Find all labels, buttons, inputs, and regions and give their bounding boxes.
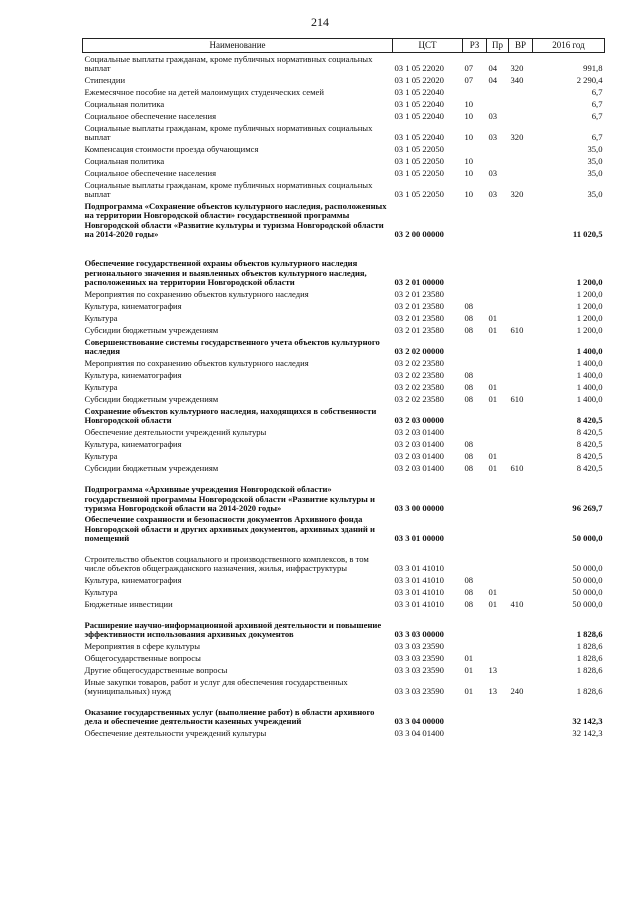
cell-rz: 08: [464, 313, 474, 324]
cell-rz: [463, 727, 487, 739]
cell-pr: 13: [488, 686, 498, 697]
table-header: [83, 39, 605, 53]
table-row: [83, 369, 605, 381]
cell-name: Бюджетные инвестиции: [84, 599, 173, 610]
page-number: 214: [311, 15, 329, 29]
cell-name: Ежемесячное пособие на детей малоимущих студенческих семей: [84, 87, 324, 98]
cell-cst: 03 1 05 22040: [394, 111, 444, 122]
cell-cst: 03 2 03 00000: [394, 415, 444, 426]
cell-sum: 50 000,0: [572, 575, 603, 586]
cell-name: Культура: [84, 451, 118, 462]
cell-name: Общегосударственные вопросы: [84, 653, 201, 664]
cell-sum: 991,8: [583, 63, 603, 74]
cell-vr: [509, 640, 533, 652]
cell-cst: 03 3 01 41010: [394, 587, 444, 598]
cell-sum: 1 400,0: [576, 370, 603, 381]
cell-cst: 03 3 01 41010: [394, 575, 444, 586]
cell-cst: 03 2 03 01400: [394, 427, 444, 438]
cell-rz: 08: [464, 439, 474, 450]
cell-cst: 03 3 00 00000: [394, 503, 444, 514]
cell-pr: 01: [488, 382, 498, 393]
cell-cst: 03 1 05 22050: [394, 156, 444, 167]
table-row: [83, 200, 605, 240]
table-row: [83, 426, 605, 438]
cell-cst: 03 3 03 23590: [394, 686, 444, 697]
cell-name: Расширение научно-информационной архивной деятельности и повышение эффективности использования архивных документов: [84, 619, 382, 640]
table-row: [83, 697, 605, 727]
cell-pr: [487, 652, 509, 664]
cell-cst: 03 2 03 01400: [394, 439, 444, 450]
cell-name: Культура: [84, 382, 118, 393]
cell-rz: 08: [464, 463, 474, 474]
cell-name: Субсидии бюджетным учреждениям: [84, 325, 219, 336]
cell-pr: 01: [488, 325, 498, 336]
cell-rz: 07: [464, 63, 474, 74]
table-body: [83, 53, 605, 740]
cell-pr: [487, 727, 509, 739]
cell-vr: [509, 312, 533, 324]
cell-sum: 50 000,0: [572, 533, 603, 544]
cell-rz: [463, 514, 487, 544]
cell-cst: 03 3 04 01400: [394, 728, 444, 739]
cell-pr: 03: [488, 168, 498, 179]
cell-pr: [487, 155, 509, 167]
cell-pr: [487, 98, 509, 110]
cell-vr: [509, 544, 533, 574]
cell-sum: 1 828,6: [576, 629, 603, 640]
cell-cst: 03 2 00 00000: [394, 229, 444, 240]
cell-rz: 08: [464, 382, 474, 393]
cell-cst: 03 2 01 23580: [394, 301, 444, 312]
cell-cst: 03 3 03 23590: [394, 653, 444, 664]
cell-sum: 1 400,0: [576, 346, 603, 357]
cell-rz: 08: [464, 451, 474, 462]
cell-sum: 6,7: [591, 87, 603, 98]
cell-cst: 03 3 01 41010: [394, 599, 444, 610]
cell-rz: 10: [464, 99, 474, 110]
cell-name: Обеспечение государственной охраны объектов культурного наследия регионального значения и выявленных объектов культурного наследия, расположенных на территории Новгородской области: [84, 258, 367, 288]
cell-pr: 01: [488, 451, 498, 462]
table-row: [83, 664, 605, 676]
table-row: [83, 544, 605, 574]
cell-pr: [487, 300, 509, 312]
cell-cst: 03 3 04 00000: [394, 716, 444, 727]
cell-vr: [509, 450, 533, 462]
cell-sum: 8 420,5: [576, 463, 603, 474]
cell-rz: 01: [464, 686, 474, 697]
cell-sum: 35,0: [587, 144, 603, 155]
table-row: [83, 110, 605, 122]
cell-vr: 610: [510, 463, 524, 474]
cell-sum: 1 200,0: [576, 301, 603, 312]
cell-vr: 320: [510, 189, 524, 200]
cell-vr: [509, 664, 533, 676]
cell-pr: [487, 544, 509, 574]
cell-sum: 1 828,6: [576, 665, 603, 676]
cell-rz: 08: [464, 599, 474, 610]
cell-rz: 10: [464, 111, 474, 122]
table-row: [83, 727, 605, 739]
cell-sum: 1 828,6: [576, 686, 603, 697]
cell-vr: 410: [510, 599, 524, 610]
cell-vr: 240: [510, 686, 524, 697]
cell-vr: 320: [510, 132, 524, 143]
cell-rz: [463, 200, 487, 240]
cell-vr: [509, 240, 533, 288]
cell-sum: 1 200,0: [576, 313, 603, 324]
cell-name: Культура, кинематография: [84, 575, 182, 586]
cell-pr: 01: [488, 463, 498, 474]
cell-pr: [487, 697, 509, 727]
cell-rz: [463, 610, 487, 640]
cell-sum: 2 290,4: [576, 75, 603, 86]
cell-sum: 50 000,0: [572, 599, 603, 610]
cell-rz: 08: [464, 370, 474, 381]
header-rz: РЗ: [463, 39, 487, 53]
table-row: [83, 86, 605, 98]
cell-sum: 50 000,0: [572, 587, 603, 598]
cell-cst: 03 2 02 23580: [394, 382, 444, 393]
cell-sum: 1 400,0: [576, 394, 603, 405]
table-row: [83, 474, 605, 514]
cell-sum: 32 142,3: [572, 716, 603, 727]
cell-vr: [509, 586, 533, 598]
cell-pr: [487, 474, 509, 514]
cell-vr: [509, 426, 533, 438]
cell-sum: 1 828,6: [576, 653, 603, 664]
cell-sum: 8 420,5: [576, 451, 603, 462]
cell-cst: 03 3 03 00000: [394, 629, 444, 640]
cell-rz: 08: [464, 575, 474, 586]
cell-name: Социальное обеспечение населения: [84, 111, 217, 122]
cell-cst: 03 3 03 23590: [394, 641, 444, 652]
cell-name: Мероприятия в сфере культуры: [84, 641, 200, 652]
cell-pr: [487, 438, 509, 450]
cell-rz: [463, 426, 487, 438]
cell-name: Совершенствование системы государственного учета объектов культурного наследия: [84, 336, 380, 357]
cell-vr: [509, 514, 533, 544]
table-row: [83, 143, 605, 155]
cell-name: Подпрограмма «Архивные учреждения Новгородской области» государственной программы Новгородской области «Развитие культуры и туризма Новгородской области на 2014-2020 годы»: [84, 484, 375, 514]
cell-rz: 10: [464, 132, 474, 143]
cell-pr: [487, 640, 509, 652]
cell-name: Культура, кинематография: [84, 370, 182, 381]
cell-sum: 35,0: [587, 156, 603, 167]
cell-pr: [487, 369, 509, 381]
cell-cst: 03 2 01 00000: [394, 277, 444, 288]
cell-sum: 1 828,6: [576, 641, 603, 652]
cell-pr: 01: [488, 599, 498, 610]
cell-cst: 03 2 01 23580: [394, 325, 444, 336]
cell-cst: 03 1 05 22050: [394, 168, 444, 179]
cell-name: Социальные выплаты гражданам, кроме публичных нормативных социальных выплат: [84, 122, 373, 143]
cell-cst: 03 1 05 22050: [394, 189, 444, 200]
table-row: [83, 405, 605, 426]
header-name: Наименование: [83, 39, 393, 53]
table-row: [83, 74, 605, 86]
cell-name: Социальная политика: [84, 156, 165, 167]
cell-rz: [463, 288, 487, 300]
header-row: [83, 39, 605, 53]
cell-rz: 08: [464, 394, 474, 405]
table-row: [83, 598, 605, 610]
cell-sum: 35,0: [587, 189, 603, 200]
cell-vr: [509, 143, 533, 155]
cell-rz: 01: [464, 665, 474, 676]
table-row: [83, 574, 605, 586]
table-row: [83, 53, 605, 75]
cell-pr: [487, 86, 509, 98]
cell-name: Субсидии бюджетным учреждениям: [84, 463, 219, 474]
cell-name: Подпрограмма «Сохранение объектов культурного наследия, расположенных на территории Новгородской области» государственной программы Новгородской области «Развитие культуры и туризма Новгородской области на 2014-2020 годы»: [84, 200, 387, 240]
cell-rz: [463, 357, 487, 369]
cell-pr: 01: [488, 394, 498, 405]
cell-sum: 32 142,3: [572, 728, 603, 739]
cell-pr: [487, 240, 509, 288]
cell-cst: 03 2 01 23580: [394, 313, 444, 324]
cell-sum: 6,7: [591, 99, 603, 110]
cell-vr: 340: [510, 75, 524, 86]
table-row: [83, 324, 605, 336]
cell-vr: [509, 300, 533, 312]
table-row: [83, 462, 605, 474]
table-row: [83, 98, 605, 110]
cell-pr: 03: [488, 189, 498, 200]
cell-rz: [463, 474, 487, 514]
cell-sum: 8 420,5: [576, 439, 603, 450]
cell-sum: 50 000,0: [572, 563, 603, 574]
table-row: [83, 652, 605, 664]
cell-rz: [463, 86, 487, 98]
cell-rz: 08: [464, 301, 474, 312]
cell-sum: 1 200,0: [576, 289, 603, 300]
cell-name: Культура, кинематография: [84, 301, 182, 312]
table-row: [83, 167, 605, 179]
cell-sum: 6,7: [591, 111, 603, 122]
table-row: [83, 381, 605, 393]
cell-cst: 03 1 05 22040: [394, 87, 444, 98]
cell-sum: 8 420,5: [576, 415, 603, 426]
cell-name: Социальные выплаты гражданам, кроме публичных нормативных социальных выплат: [84, 179, 373, 200]
cell-rz: 01: [464, 653, 474, 664]
cell-name: Мероприятия по сохранению объектов культурного наследия: [84, 358, 309, 369]
header-pr: Пр: [487, 39, 509, 53]
cell-sum: 1 200,0: [576, 277, 603, 288]
cell-vr: [509, 155, 533, 167]
cell-pr: [487, 288, 509, 300]
cell-vr: [509, 405, 533, 426]
cell-name: Культура, кинематография: [84, 439, 182, 450]
cell-vr: [509, 167, 533, 179]
cell-cst: 03 1 05 22040: [394, 132, 444, 143]
cell-sum: 8 420,5: [576, 427, 603, 438]
cell-sum: 6,7: [591, 132, 603, 143]
cell-pr: [487, 610, 509, 640]
cell-vr: [509, 381, 533, 393]
cell-vr: [509, 357, 533, 369]
cell-rz: 08: [464, 325, 474, 336]
cell-vr: [509, 336, 533, 357]
cell-rz: [463, 336, 487, 357]
cell-cst: 03 3 03 23590: [394, 665, 444, 676]
cell-sum: 1 400,0: [576, 358, 603, 369]
cell-cst: 03 2 03 01400: [394, 451, 444, 462]
cell-rz: [463, 640, 487, 652]
cell-cst: 03 1 05 22020: [394, 75, 444, 86]
cell-pr: [487, 336, 509, 357]
cell-pr: [487, 200, 509, 240]
cell-name: Социальные выплаты гражданам, кроме публичных нормативных социальных выплат: [84, 53, 373, 74]
cell-rz: [463, 240, 487, 288]
cell-cst: 03 2 01 23580: [394, 289, 444, 300]
cell-pr: [487, 514, 509, 544]
cell-pr: [487, 574, 509, 586]
cell-vr: [509, 727, 533, 739]
cell-vr: [509, 574, 533, 586]
table-row: [83, 336, 605, 357]
table-row: [83, 450, 605, 462]
cell-sum: 1 400,0: [576, 382, 603, 393]
cell-pr: [487, 405, 509, 426]
cell-rz: [463, 405, 487, 426]
cell-rz: [463, 143, 487, 155]
cell-pr: 01: [488, 587, 498, 598]
table-row: [83, 179, 605, 200]
header-year: 2016 год: [533, 39, 605, 53]
cell-name: Культура: [84, 313, 118, 324]
header-cst: ЦСТ: [393, 39, 463, 53]
cell-cst: 03 2 02 23580: [394, 370, 444, 381]
table-row: [83, 288, 605, 300]
cell-name: Культура: [84, 587, 118, 598]
cell-name: Другие общегосударственные вопросы: [84, 665, 228, 676]
cell-vr: [509, 110, 533, 122]
cell-name: Мероприятия по сохранению объектов культурного наследия: [84, 289, 309, 300]
cell-rz: 10: [464, 189, 474, 200]
cell-pr: 04: [488, 75, 498, 86]
cell-name: Сохранение объектов культурного наследия, находящихся в собственности Новгородской области: [84, 405, 377, 426]
table-row: [83, 155, 605, 167]
table-row: [83, 438, 605, 450]
cell-vr: [509, 610, 533, 640]
cell-name: Стипендии: [84, 75, 126, 86]
table-row: [83, 357, 605, 369]
table-row: [83, 240, 605, 288]
cell-vr: [509, 697, 533, 727]
cell-vr: 610: [510, 325, 524, 336]
cell-vr: [509, 200, 533, 240]
cell-rz: [463, 697, 487, 727]
cell-cst: 03 2 02 23580: [394, 358, 444, 369]
cell-name: Строительство объектов социального и производственного комплексов, в том числе объектов общегражданского назначения, жилья, инфраструктуры: [84, 553, 369, 574]
cell-vr: 320: [510, 63, 524, 74]
table-row: [83, 610, 605, 640]
cell-cst: 03 2 02 23580: [394, 394, 444, 405]
cell-vr: 610: [510, 394, 524, 405]
header-vr: ВР: [509, 39, 533, 53]
cell-name: Социальная политика: [84, 99, 165, 110]
cell-cst: 03 2 03 01400: [394, 463, 444, 474]
cell-pr: [487, 357, 509, 369]
cell-name: Оказание государственных услуг (выполнение работ) в области архивного дела и обеспечение деятельности казенных учреждений: [84, 706, 375, 727]
cell-name: Обеспечение деятельности учреждений культуры: [84, 728, 267, 739]
cell-name: Обеспечение сохранности и безопасности документов Архивного фонда Новгородской области и других архивных документов, архивных зданий и помещений: [84, 514, 375, 544]
cell-cst: 03 1 05 22050: [394, 144, 444, 155]
table-row: [83, 676, 605, 697]
table-row: [83, 122, 605, 143]
table-row: [83, 312, 605, 324]
cell-pr: 03: [488, 111, 498, 122]
cell-rz: 07: [464, 75, 474, 86]
table-row: [83, 514, 605, 544]
cell-pr: [487, 143, 509, 155]
cell-vr: [509, 369, 533, 381]
cell-sum: 11 020,5: [572, 229, 603, 240]
cell-vr: [509, 86, 533, 98]
table-row: [83, 300, 605, 312]
cell-vr: [509, 98, 533, 110]
cell-name: Обеспечение деятельности учреждений культуры: [84, 427, 267, 438]
table-row: [83, 393, 605, 405]
cell-sum: 35,0: [587, 168, 603, 179]
budget-table: [82, 38, 605, 739]
cell-pr: 13: [488, 665, 498, 676]
cell-pr: 03: [488, 132, 498, 143]
table-row: [83, 586, 605, 598]
cell-rz: 10: [464, 156, 474, 167]
cell-pr: 01: [488, 313, 498, 324]
table-row: [83, 640, 605, 652]
cell-name: Иные закупки товаров, работ и услуг для обеспечения государственных (муниципальных) нужд: [84, 676, 348, 697]
cell-name: Субсидии бюджетным учреждениям: [84, 394, 219, 405]
cell-vr: [509, 438, 533, 450]
cell-pr: [487, 426, 509, 438]
cell-cst: 03 3 01 41010: [394, 563, 444, 574]
cell-name: Компенсация стоимости проезда обучающимся: [84, 144, 259, 155]
cell-cst: 03 2 02 00000: [394, 346, 444, 357]
cell-rz: [463, 544, 487, 574]
cell-cst: 03 3 01 00000: [394, 533, 444, 544]
cell-vr: [509, 288, 533, 300]
cell-rz: 10: [464, 168, 474, 179]
cell-pr: 04: [488, 63, 498, 74]
cell-name: Социальное обеспечение населения: [84, 168, 217, 179]
cell-rz: 08: [464, 587, 474, 598]
cell-vr: [509, 474, 533, 514]
cell-cst: 03 1 05 22020: [394, 63, 444, 74]
cell-sum: 1 200,0: [576, 325, 603, 336]
cell-sum: 96 269,7: [572, 503, 603, 514]
cell-vr: [509, 652, 533, 664]
cell-cst: 03 1 05 22040: [394, 99, 444, 110]
